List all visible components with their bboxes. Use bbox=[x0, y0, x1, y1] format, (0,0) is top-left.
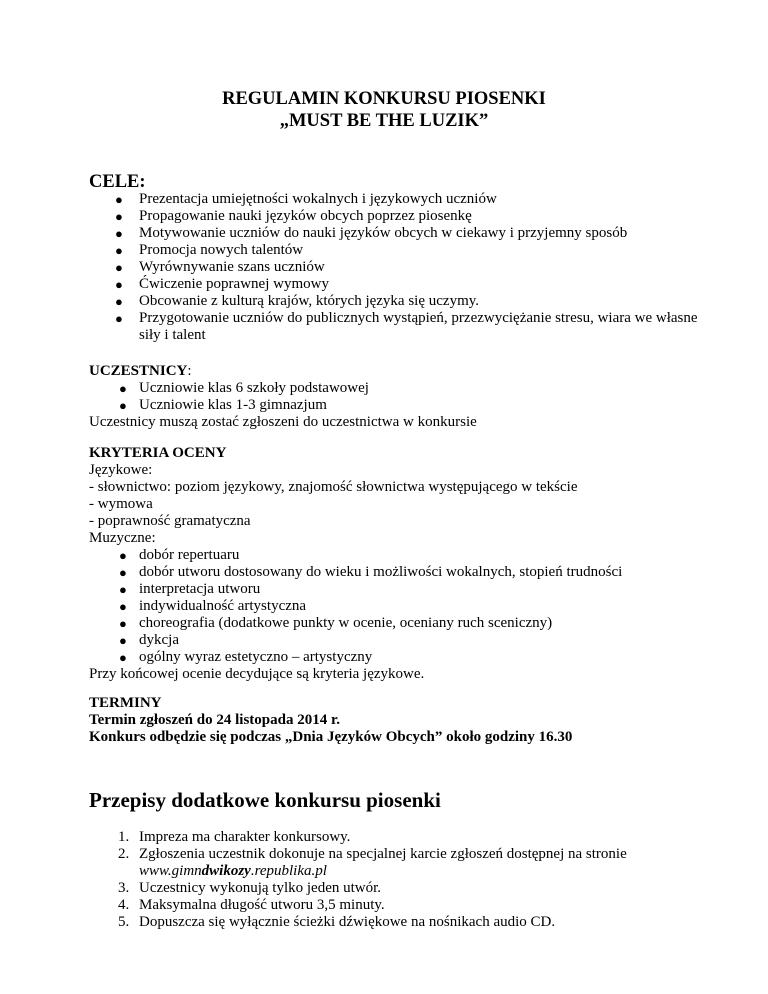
list-item: 2. Zgłoszenia uczestnik dokonuje na specjalnej karcie zgłoszeń dostępnej na stronie www.gimndwikozy.republika.pl bbox=[118, 846, 627, 879]
list-item: ● Ćwiczenie poprawnej wymowy bbox=[115, 276, 329, 292]
title-line-2: „MUST BE THE LUZIK” bbox=[279, 111, 489, 131]
section-heading-uczestnicy: UCZESTNICY bbox=[89, 363, 188, 379]
bullet-icon: ● bbox=[119, 582, 127, 597]
bullet-icon: ● bbox=[115, 277, 123, 292]
section-uczestnicy bbox=[89, 363, 709, 431]
uczestnicy-list bbox=[119, 380, 709, 414]
przepisy-list bbox=[118, 829, 699, 931]
bullet-icon: ● bbox=[119, 616, 127, 631]
list-item: ● interpretacja utworu bbox=[119, 581, 261, 597]
section-heading-cele: CELE: bbox=[89, 172, 146, 192]
website-link[interactable]: www.gimndwikozy.republika.pl bbox=[139, 863, 327, 879]
bullet-icon: ● bbox=[115, 209, 123, 224]
list-item: ● Uczniowie klas 6 szkoły podstawowej bbox=[119, 380, 369, 396]
bullet-icon: ● bbox=[115, 294, 123, 309]
list-item: 1. Impreza ma charakter konkursowy. bbox=[118, 829, 351, 845]
list-item: ● ogólny wyraz estetyczno – artystyczny bbox=[119, 649, 373, 665]
jezykowe-label: Językowe: bbox=[89, 462, 153, 478]
muzyczne-label: Muzyczne: bbox=[89, 530, 156, 546]
list-item: ● indywidualność artystyczna bbox=[119, 598, 307, 614]
section-kryteria bbox=[89, 445, 709, 683]
cele-list bbox=[115, 191, 699, 344]
list-item: ● Propagowanie nauki języków obcych poprzez piosenkę bbox=[115, 208, 472, 224]
bullet-icon: ● bbox=[119, 599, 127, 614]
bullet-icon: ● bbox=[115, 192, 123, 207]
bullet-icon: ● bbox=[115, 226, 123, 241]
muzyczne-list bbox=[119, 547, 709, 666]
title-line-1: REGULAMIN KONKURSU PIOSENKI bbox=[222, 89, 546, 109]
bullet-icon: ● bbox=[115, 260, 123, 275]
list-item: - poprawność gramatyczna bbox=[89, 513, 251, 529]
section-terminy bbox=[89, 695, 709, 746]
kryteria-note: Przy końcowej ocenie decydujące są kryteria językowe. bbox=[89, 666, 425, 682]
list-item: ● Motywowanie uczniów do nauki języków obcych w ciekawy i przyjemny sposób bbox=[115, 225, 628, 241]
list-item: 4. Maksymalna długość utworu 3,5 minuty. bbox=[118, 897, 385, 913]
uczestnicy-note: Uczestnicy muszą zostać zgłoszeni do uczestnictwa w konkursie bbox=[89, 414, 477, 430]
uczestnicy-heading-line: UCZESTNICY: bbox=[89, 363, 192, 379]
list-item: 3. Uczestnicy wykonują tylko jeden utwór. bbox=[118, 880, 382, 896]
list-item: - słownictwo: poziom językowy, znajomość słownictwa występującego w tekście bbox=[89, 479, 578, 495]
list-item: ● dobór repertuaru bbox=[119, 547, 240, 563]
bullet-icon: ● bbox=[119, 565, 127, 580]
terminy-line-1: Termin zgłoszeń do 24 listopada 2014 r. bbox=[89, 712, 340, 728]
bullet-icon: ● bbox=[119, 633, 127, 648]
bullet-icon: ● bbox=[119, 650, 127, 665]
list-item: ● Wyrównywanie szans uczniów bbox=[115, 259, 325, 275]
list-item: 5. Dopuszcza się wyłącznie ścieżki dźwiękowe na nośnikach audio CD. bbox=[118, 914, 556, 930]
list-item: ● dykcja bbox=[119, 632, 179, 648]
list-item: ● Przygotowanie uczniów do publicznych wystąpień, przezwyciężanie stresu, wiara we własne siły i talent bbox=[115, 310, 698, 343]
section-heading-przepisy: Przepisy dodatkowe konkursu piosenki bbox=[89, 788, 441, 812]
list-item: ● Obcowanie z kulturą krajów, których języka się uczymy. bbox=[115, 293, 480, 309]
section-heading-kryteria: KRYTERIA OCENY bbox=[89, 445, 227, 461]
list-item: ● Prezentacja umiejętności wokalnych i językowych uczniów bbox=[115, 191, 497, 207]
bullet-icon: ● bbox=[115, 243, 123, 258]
list-item: ● Uczniowie klas 1-3 gimnazjum bbox=[119, 397, 327, 413]
bullet-icon: ● bbox=[119, 548, 127, 563]
section-heading-terminy: TERMINY bbox=[89, 695, 162, 711]
list-item: ● dobór utworu dostosowany do wieku i możliwości wokalnych, stopień trudności bbox=[119, 564, 623, 580]
terminy-line-2: Konkurs odbędzie się podczas „Dnia Języków Obcych” około godziny 16.30 bbox=[89, 729, 573, 745]
list-item: - wymowa bbox=[89, 496, 153, 512]
bullet-icon: ● bbox=[119, 381, 127, 396]
bullet-icon: ● bbox=[115, 311, 123, 326]
list-item: ● choreografia (dodatkowe punkty w ocenie, oceniany ruch sceniczny) bbox=[119, 615, 553, 631]
list-item: ● Promocja nowych talentów bbox=[115, 242, 304, 258]
document-title bbox=[89, 88, 679, 132]
bullet-icon: ● bbox=[119, 398, 127, 413]
